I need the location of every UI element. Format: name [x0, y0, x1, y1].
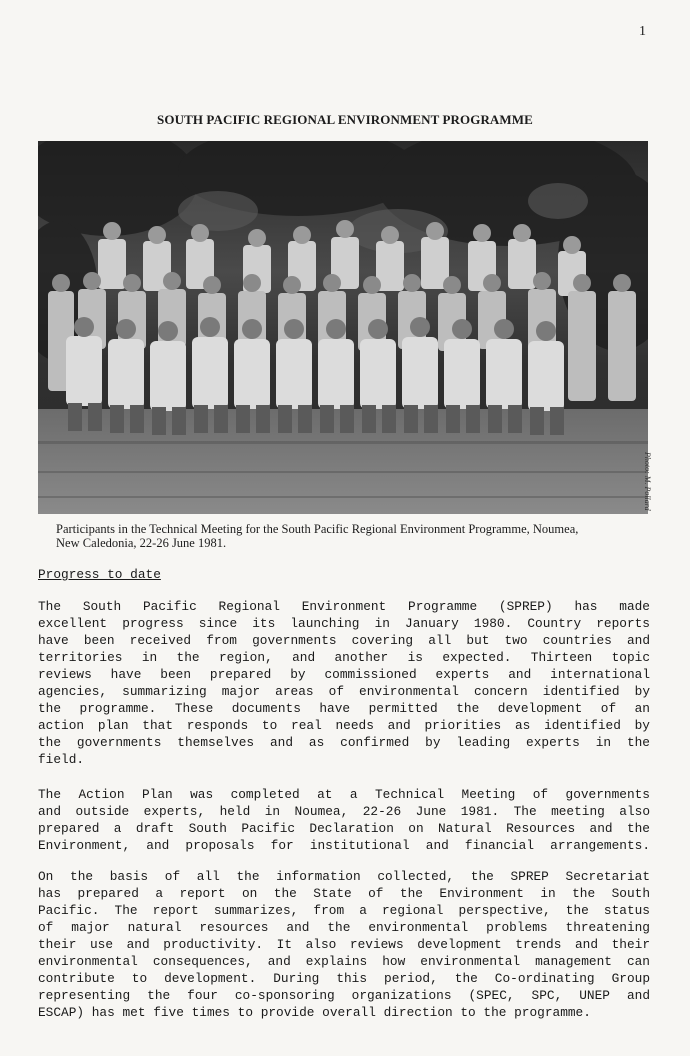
paragraph-3 [38, 868, 650, 1021]
caption-line-2: New Caledonia, 22-26 June 1981. [56, 536, 227, 550]
paragraph-line: contribute to development. During this period, the Co-ordinating Group [38, 971, 650, 986]
paragraph-line: prepared a draft South Pacific Declaration on Natural Resources and the [38, 821, 650, 836]
paragraph-line: their use and productivity. It also reviews development trends and their [38, 937, 650, 952]
paragraph-line: agencies, summarizing major areas of environmental concern identified by [38, 684, 650, 699]
paragraph-line: excellent progress since its launching in January 1980. Country reports [38, 616, 650, 631]
caption-line-1: Participants in the Technical Meeting for the South Pacific Regional Environment Programme, Noumea, [56, 522, 579, 536]
paragraph-line: and outside experts, held in Noumea, 22-26 June 1981. The meeting also [38, 804, 650, 819]
paragraph-line: field. [38, 752, 85, 767]
paragraph-line: Environment, and proposals for institutional and financial arrangements. [38, 838, 650, 853]
paragraph-line: The Action Plan was completed at a Technical Meeting of governments [38, 787, 650, 802]
page-number: 1 [639, 24, 646, 39]
photo-caption [56, 522, 656, 550]
paragraph-line: the governments themselves and as confirmed by leading experts in the [38, 735, 650, 750]
section-heading: Progress to date [38, 567, 161, 582]
group-photo [38, 141, 648, 514]
paragraph-line: reviews have been prepared by commissioned experts and international [38, 667, 650, 682]
paragraph-line: Pacific. The report summarizes, from a regional perspective, the status [38, 903, 650, 918]
paragraph-line: have been received from governments covering all but two countries and [38, 633, 650, 648]
paragraph-line: has prepared a report on the State of the Environment in the South [38, 886, 650, 901]
paragraph-2 [38, 786, 650, 854]
paragraph-line: representing the four co-sponsoring organizations (SPEC, SPC, UNEP and [38, 988, 650, 1003]
photo-credit: Photo: M. Pollard [643, 452, 652, 511]
page-title: SOUTH PACIFIC REGIONAL ENVIRONMENT PROGRAMME [157, 112, 533, 127]
paragraph-line: ESCAP) has met five times to provide overall direction to the programme. [38, 1005, 591, 1020]
paragraph-1 [38, 598, 650, 768]
paragraph-line: action plan that responds to real needs and priorities as identified by [38, 718, 650, 733]
paragraph-line: territories in the region, and another is expected. Thirteen topic [38, 650, 650, 665]
paragraph-line: environmental consequences, and explains how environmental management can [38, 954, 650, 969]
paragraph-line: the programme. These documents have permitted the development of an [38, 701, 650, 716]
paragraph-line: of major natural resources and the environmental problems threatening [38, 920, 650, 935]
paragraph-line: On the basis of all the information collected, the SPREP Secretariat [38, 869, 650, 884]
paragraph-line: The South Pacific Regional Environment Programme (SPREP) has made [38, 599, 650, 614]
